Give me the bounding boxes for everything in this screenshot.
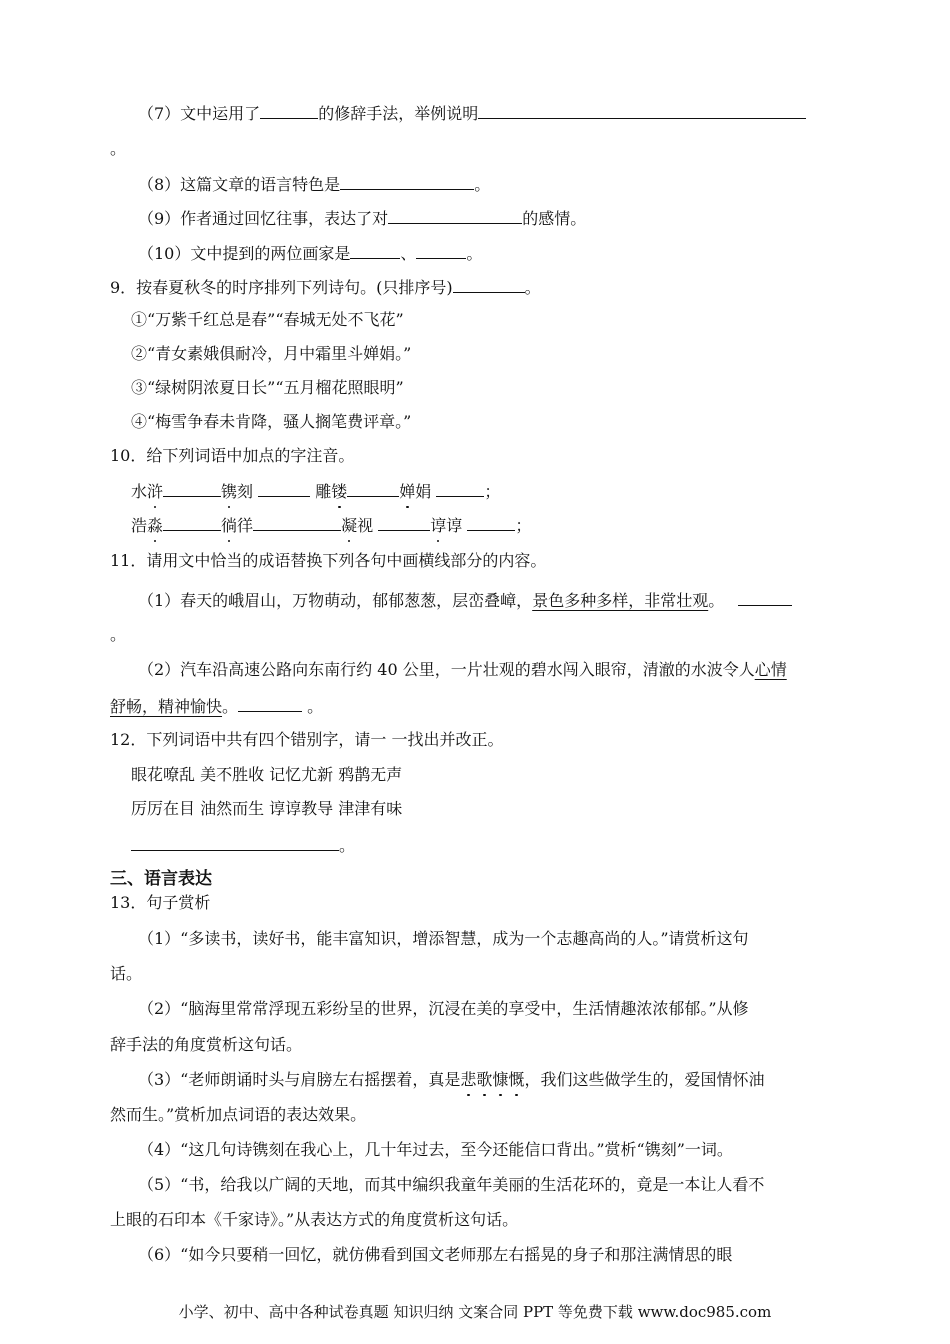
q8-part7-text-a: （7）文中运用了 <box>138 104 261 123</box>
answer-blank[interactable] <box>467 513 515 531</box>
q10-row-1 <box>131 479 500 503</box>
q9-stem-text: 9．按春夏秋冬的时序排列下列诗句。(只排序号) <box>110 278 453 297</box>
answer-blank[interactable] <box>238 694 302 712</box>
q13-part2-line1: （2）“脑海里常常浮现五彩纷呈的世界，沉浸在美的享受中，生活情趣浓浓郁郁。”从修 <box>138 999 749 1018</box>
q8-part7-end: 。 <box>110 139 127 158</box>
q11-part2-period: 。 <box>222 697 239 716</box>
answer-blank[interactable] <box>478 101 806 119</box>
section-title: 三、语言表达 <box>110 869 212 889</box>
dotted-char: 淼 <box>147 516 164 535</box>
q11-part1-period: 。 <box>708 591 725 610</box>
q13-part2-line2: 辞手法的角度赏析这句话。 <box>110 1035 303 1054</box>
answer-blank[interactable] <box>738 588 792 606</box>
q12-answer <box>131 833 355 857</box>
word-char: 视 <box>357 516 374 535</box>
q8-part8-text: （8）这篇文章的语言特色是 <box>138 175 341 194</box>
q8-part8-end: 。 <box>474 175 491 194</box>
semicolon: ； <box>484 482 501 501</box>
q8-part7 <box>138 101 806 125</box>
q13-part4: （4）“这几句诗镌刻在我心上，几十年过去，至今还能信口背出。”赏析“镌刻”一词。 <box>138 1140 733 1159</box>
dotted-char: 徜 <box>221 516 238 535</box>
answer-blank[interactable] <box>436 479 484 497</box>
word-char: 娟 <box>415 482 432 501</box>
answer-blank[interactable] <box>260 101 318 119</box>
answer-blank[interactable] <box>378 513 430 531</box>
word-char: 谆 <box>446 516 463 535</box>
answer-blank[interactable] <box>388 206 522 224</box>
dotted-char: 镌 <box>221 482 238 501</box>
q8-part10-end: 。 <box>466 244 483 263</box>
answer-blank[interactable] <box>163 513 221 531</box>
answer-blank[interactable] <box>253 513 341 531</box>
q11-part1-text: （1）春天的峨眉山，万物萌动，郁郁葱葱，层峦叠嶂， <box>138 591 533 610</box>
q9-stem-end: 。 <box>524 278 541 297</box>
dotted-char: 慷 <box>492 1070 509 1089</box>
answer-blank[interactable] <box>453 275 525 293</box>
q11-part2-line1 <box>138 659 787 681</box>
q11-part2-end: 。 <box>302 697 324 716</box>
q9-item-4: ④“梅雪争春未肯降，骚人搁笔费评章。” <box>131 412 412 431</box>
underlined-phrase: 心情 <box>754 660 787 679</box>
q11-part2-line2 <box>110 694 323 718</box>
q13-part3-text-b: ，我们这些做学生的，爱国情怀油 <box>524 1070 765 1089</box>
q9-item-1: ①“万紫千红总是春”“春城无处不飞花” <box>131 310 404 329</box>
dotted-char: 慨 <box>508 1070 525 1089</box>
dotted-char: 悲 <box>460 1070 477 1089</box>
answer-blank[interactable] <box>347 479 399 497</box>
q13-part1-line2: 话。 <box>110 964 143 983</box>
word-char: 雕 <box>315 482 332 501</box>
dotted-char: 浒 <box>147 482 164 501</box>
answer-blank[interactable] <box>350 241 400 259</box>
q11-part1-end: 。 <box>110 625 127 644</box>
q8-part10 <box>138 241 482 265</box>
q13-part3-line2: 然而生。”赏析加点词语的表达效果。 <box>110 1105 367 1124</box>
q12-stem: 12．下列词语中共有四个错别字，请一 一找出并改正。 <box>110 730 504 749</box>
answer-blank[interactable] <box>340 172 474 190</box>
q11-part2-text: （2）汽车沿高速公路向东南行约 40 公里，一片壮观的碧水闯入眼帘，清澈的水波令人 <box>138 660 755 679</box>
underlined-phrase: 景色多种多样，非常壮观 <box>532 591 709 610</box>
q8-part8 <box>138 172 490 196</box>
q10-stem: 10．给下列词语中加点的字注音。 <box>110 446 355 465</box>
q10-row-2 <box>131 513 531 537</box>
dotted-char: 歌 <box>476 1070 493 1089</box>
word-char: 水 <box>131 482 148 501</box>
underlined-phrase: 舒畅，精神愉快 <box>110 697 223 716</box>
q9-item-3: ③“绿树阴浓夏日长”“五月榴花照眼明” <box>131 378 404 397</box>
q13-part5-line2: 上眼的石印本《千家诗》。”从表达方式的角度赏析这句话。 <box>110 1210 519 1229</box>
dotted-char: 凝 <box>341 516 358 535</box>
q9-item-2: ②“青女素娥俱耐冷，月中霜里斗婵娟。” <box>131 344 412 363</box>
q8-part9-text-a: （9）作者通过回忆往事，表达了对 <box>138 209 389 228</box>
q13-part1-line1: （1）“多读书，读好书，能丰富知识，增添智慧，成为一个志趣高尚的人。”请赏析这句 <box>138 929 749 948</box>
q12-end: 。 <box>339 836 356 855</box>
dotted-char: 婵 <box>399 482 416 501</box>
semicolon: ； <box>515 516 532 535</box>
q13-part6-line1: （6）“如今只要稍一回忆，就仿佛看到国文老师那左右摇晃的身子和那注满情思的眼 <box>138 1245 733 1264</box>
answer-blank[interactable] <box>131 833 339 851</box>
q8-part10-text: （10）文中提到的两位画家是 <box>138 244 351 263</box>
q8-part9 <box>138 206 586 230</box>
q12-row-1: 眼花嘹乱 美不胜收 记忆尤新 鸦鹊无声 <box>131 765 403 784</box>
q13-stem: 13．句子赏析 <box>110 893 211 912</box>
q11-part1 <box>138 588 792 612</box>
word-char: 刻 <box>237 482 254 501</box>
answer-blank[interactable] <box>163 479 221 497</box>
page-footer: 小学、初中、高中各种试卷真题 知识归纳 文案合同 PPT 等免费下载 www.doc985.com <box>178 1303 772 1321</box>
q13-part3-line1 <box>138 1069 764 1091</box>
word-char: 浩 <box>131 516 148 535</box>
dotted-char: 谆 <box>430 516 447 535</box>
q12-row-2: 厉厉在目 油然而生 谆谆教导 津津有味 <box>131 799 403 818</box>
q13-part5-line1: （5）“书，给我以广阔的天地，而其中编织我童年美丽的生活花环的，竟是一本让人看不 <box>138 1175 765 1194</box>
dotted-char: 镂 <box>331 482 348 501</box>
q8-part10-sep: 、 <box>400 244 417 263</box>
q9-stem <box>110 275 541 299</box>
q8-part7-text-b: 的修辞手法，举例说明 <box>318 104 479 123</box>
q11-stem: 11．请用文中恰当的成语替换下列各句中画横线部分的内容。 <box>110 551 547 570</box>
word-char: 徉 <box>237 516 254 535</box>
answer-blank[interactable] <box>258 479 310 497</box>
q13-part3-text-a: （3）“老师朗诵时头与肩膀左右摇摆着，真是 <box>138 1070 461 1089</box>
answer-blank[interactable] <box>416 241 466 259</box>
q8-part9-text-b: 的感情。 <box>522 209 587 228</box>
